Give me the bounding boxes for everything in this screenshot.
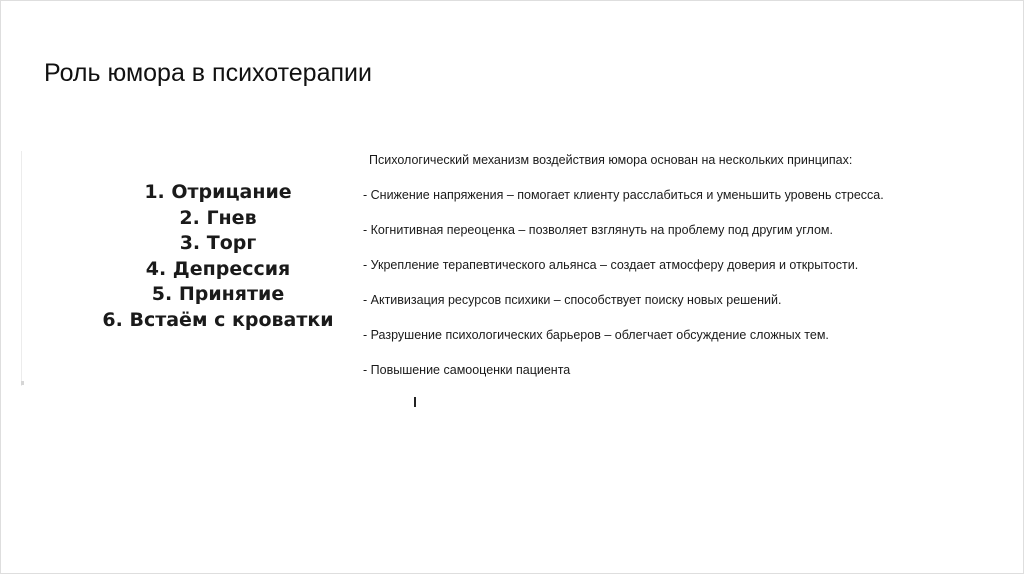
slide-title: Роль юмора в психотерапии (44, 59, 372, 87)
stage-item: 3. Торг (179, 232, 257, 255)
principle-item: - Активизация ресурсов психики – способствует поиску новых решений. (363, 293, 782, 307)
text-cursor-icon (414, 397, 416, 407)
stage-item: 2. Гнев (179, 206, 257, 229)
stages-image (21, 151, 347, 386)
stage-item: 6. Встаём с кроватки (102, 308, 334, 331)
principle-item: - Разрушение психологических барьеров – облегчает обсуждение сложных тем. (363, 328, 829, 342)
intro-paragraph: Психологический механизм воздействия юмора основан на нескольких принципах: (369, 153, 853, 167)
principle-item: - Укрепление терапевтического альянса – создает атмосферу доверия и открытости. (363, 258, 859, 272)
stage-item: 5. Принятие (151, 283, 285, 306)
stage-item: 1. Отрицание (144, 181, 292, 203)
principle-item: - Снижение напряжения – помогает клиенту расслабиться и уменьшить уровень стресса. (363, 188, 884, 202)
stages-list (88, 180, 348, 334)
stage-item: 4. Депрессия (145, 257, 291, 280)
body-text[interactable] (363, 151, 963, 379)
principle-item: - Повышение самооценки пациента (363, 363, 571, 377)
image-artifact (21, 381, 24, 385)
principle-item: - Когнитивная переоценка – позволяет взглянуть на проблему под другим углом. (363, 223, 833, 237)
